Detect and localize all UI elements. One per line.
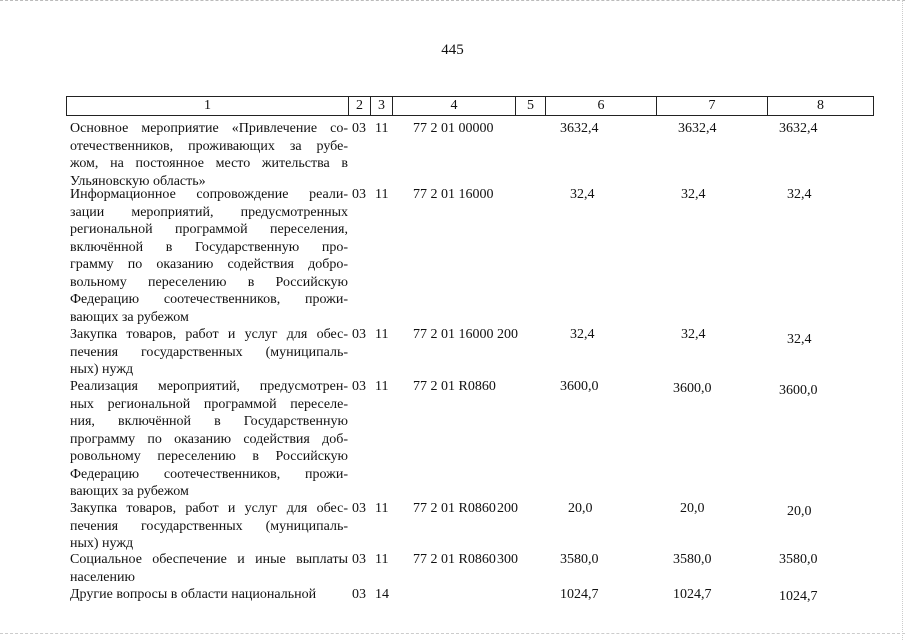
section-code: 03	[352, 587, 366, 602]
column-header-2: 2	[349, 97, 371, 116]
amount-col-8: 3632,4	[779, 121, 818, 136]
amount-col-7: 3580,0	[673, 552, 712, 567]
description-line: печения государственных (муниципаль-	[70, 344, 348, 360]
scan-edge-bottom	[0, 632, 905, 634]
amount-col-8: 3580,0	[779, 552, 818, 567]
subsection-code: 14	[375, 587, 389, 602]
column-header-table	[66, 96, 874, 116]
row-description	[70, 378, 348, 501]
description-line: Социальное обеспечение и иные выплаты	[70, 552, 348, 567]
amount-col-7: 32,4	[681, 327, 706, 342]
column-header-8: 8	[768, 97, 874, 116]
row-description	[70, 551, 348, 586]
target-article-code: 77 2 01 R0860	[413, 501, 496, 516]
amount-col-6: 1024,7	[560, 587, 599, 602]
description-line: вающих за рубежом	[70, 484, 189, 499]
expense-type-code: 200	[497, 327, 518, 342]
column-header-5: 5	[516, 97, 546, 116]
description-line: ных региональной программой переселе-	[70, 396, 348, 412]
subsection-code: 11	[375, 121, 389, 136]
description-line: Федерацию соотечественников, прожи-	[70, 292, 348, 307]
description-line: Реализация мероприятий, предусмотрен-	[70, 379, 348, 394]
description-line: включённой в Государственную про-	[70, 239, 348, 255]
column-header-3: 3	[371, 97, 393, 116]
column-header-4: 4	[393, 97, 516, 116]
amount-col-8: 1024,7	[779, 589, 818, 604]
description-line: грамму по оказанию содействия добро-	[70, 257, 348, 272]
subsection-code: 11	[375, 552, 389, 567]
description-line: вающих за рубежом	[70, 309, 189, 325]
target-article-code: 77 2 01 R0860	[413, 379, 496, 394]
section-code: 03	[352, 121, 366, 136]
description-line: Закупка товаров, работ и услуг для обес-	[70, 501, 348, 516]
section-code: 03	[352, 552, 366, 567]
description-line: ния, включённой в Государственную	[70, 414, 348, 429]
amount-col-7: 3632,4	[678, 121, 717, 136]
row-description	[70, 186, 348, 326]
description-line: ных) нужд	[70, 536, 134, 551]
column-header-1: 1	[67, 97, 349, 116]
column-header-row	[67, 97, 874, 116]
amount-col-6: 3632,4	[560, 121, 599, 136]
description-line: Федерацию соотечественников, прожи-	[70, 466, 348, 482]
description-line: Информационное сопровождение реали-	[70, 187, 348, 202]
amount-col-8: 32,4	[787, 332, 812, 347]
description-line: жом, на постоянное место жительства в	[70, 156, 348, 171]
subsection-code: 11	[375, 501, 389, 516]
section-code: 03	[352, 379, 366, 394]
row-description	[70, 586, 348, 604]
description-line: ных) нужд	[70, 362, 134, 377]
amount-col-6: 3600,0	[560, 379, 599, 394]
amount-col-7: 32,4	[681, 187, 706, 202]
expense-type-code: 200	[497, 501, 518, 516]
section-code: 03	[352, 187, 366, 202]
description-line: программу по оказанию содействия доб-	[70, 431, 348, 447]
target-article-code: 77 2 01 00000	[413, 121, 494, 136]
amount-col-8: 32,4	[787, 187, 812, 202]
amount-col-7: 3600,0	[673, 381, 712, 396]
description-line: зации мероприятий, предусмотренных	[70, 204, 348, 220]
description-line: Основное мероприятие «Привлечение со-	[70, 121, 348, 136]
row-description	[70, 500, 348, 553]
target-article-code: 77 2 01 R0860	[413, 552, 496, 567]
description-line: ровольному переселению в Российскую	[70, 449, 348, 464]
row-description	[70, 326, 348, 379]
subsection-code: 11	[375, 379, 389, 394]
description-line: печения государственных (муниципаль-	[70, 518, 348, 534]
description-line: Другие вопросы в области национальной	[70, 587, 317, 602]
description-line: населению	[70, 569, 135, 585]
amount-col-8: 3600,0	[779, 383, 818, 398]
subsection-code: 11	[375, 187, 389, 202]
expense-type-code: 300	[497, 552, 518, 567]
amount-col-6: 32,4	[570, 327, 595, 342]
row-description	[70, 120, 348, 190]
amount-col-7: 20,0	[680, 501, 705, 516]
scan-edge-top	[0, 0, 905, 4]
target-article-code: 77 2 01 16000	[413, 327, 494, 342]
description-line: Закупка товаров, работ и услуг для обес-	[70, 327, 348, 342]
description-line: вольному переселению в Российскую	[70, 274, 348, 290]
scan-edge-right	[901, 0, 903, 640]
page-number: 445	[441, 42, 464, 58]
description-line: региональной программой переселения,	[70, 222, 348, 237]
column-header-6: 6	[546, 97, 657, 116]
amount-col-6: 20,0	[568, 501, 593, 516]
amount-col-7: 1024,7	[673, 587, 712, 602]
target-article-code: 77 2 01 16000	[413, 187, 494, 202]
section-code: 03	[352, 327, 366, 342]
description-line: отечественников, проживающих за рубе-	[70, 138, 348, 154]
amount-col-6: 32,4	[570, 187, 595, 202]
description-line: Ульяновскую область»	[70, 173, 206, 189]
section-code: 03	[352, 501, 366, 516]
amount-col-8: 20,0	[787, 504, 812, 519]
column-header-7: 7	[657, 97, 768, 116]
amount-col-6: 3580,0	[560, 552, 599, 567]
subsection-code: 11	[375, 327, 389, 342]
